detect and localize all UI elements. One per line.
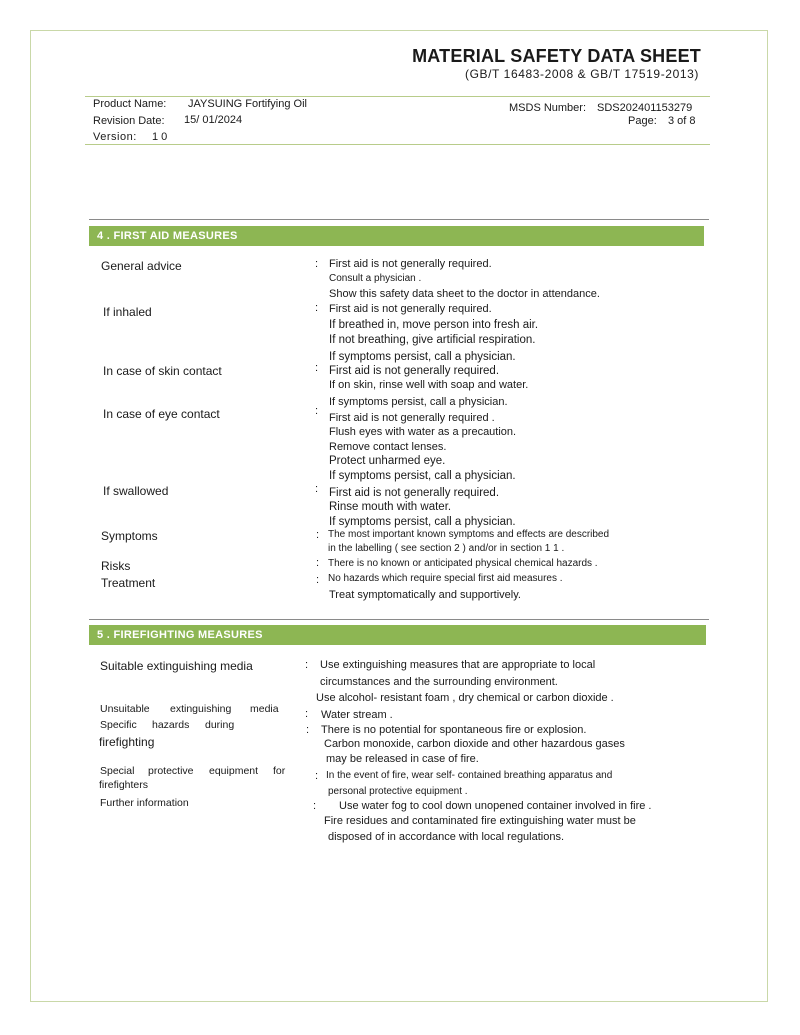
symptoms-label: Symptoms [101, 529, 158, 543]
inhaled-label: If inhaled [103, 305, 152, 319]
colon: : [316, 529, 320, 541]
colon: : [315, 362, 319, 374]
section-5-rule [89, 619, 709, 620]
ppe-label-5: firefighters [99, 779, 149, 791]
product-name: JAYSUING Fortifying Oil [188, 98, 307, 110]
general-advice-line: Show this safety data sheet to the doctor in attendance. [329, 288, 600, 300]
colon: : [316, 557, 320, 569]
eye-contact-line: If symptoms persist, call a physician. [329, 470, 516, 482]
ppe-line: In the event of fire, wear self- contained breathing apparatus and [326, 770, 613, 781]
further-info-line: Use water fog to cool down unopened container involved in fire . [339, 800, 652, 812]
treatment-line: No hazards which require special first aid measures . [328, 573, 563, 584]
ppe-label-3: equipment [209, 765, 259, 777]
treatment-label: Treatment [101, 576, 156, 590]
msds-number-label: MSDS Number: [509, 102, 587, 114]
skin-contact-line: If symptoms persist, call a physician. [329, 396, 508, 408]
ppe-label-1: Special [100, 765, 135, 777]
specific-hazards-label-4: firefighting [99, 735, 155, 749]
section-4-rule [89, 219, 709, 220]
eye-contact-line: Flush eyes with water as a precaution. [329, 426, 517, 438]
further-info-label: Further information [100, 797, 189, 809]
specific-hazards-line: Carbon monoxide, carbon dioxide and other hazardous gases [324, 738, 625, 750]
swallowed-line: First aid is not generally required. [329, 487, 500, 499]
inhaled-line: If symptoms persist, call a physician. [329, 351, 516, 363]
colon: : [306, 724, 310, 736]
suitable-media-line: Use alcohol- resistant foam , dry chemical or carbon dioxide . [316, 692, 614, 704]
risks-line: There is no known or anticipated physical chemical hazards . [328, 558, 598, 569]
symptoms-line: in the labelling ( see section 2 ) and/or in section 1 1 . [328, 543, 565, 554]
general-advice-line: First aid is not generally required. [329, 258, 492, 270]
specific-hazards-line: There is no potential for spontaneous fire or explosion. [321, 724, 587, 736]
colon: : [315, 483, 319, 495]
suitable-media-line: Use extinguishing measures that are appropriate to local [320, 659, 596, 671]
ppe-line: personal protective equipment . [328, 786, 468, 797]
suitable-media-label: Suitable extinguishing media [100, 659, 253, 673]
treatment-line: Treat symptomatically and supportively. [329, 589, 521, 601]
header-rule-bottom [85, 144, 710, 145]
general-advice-line: Consult a physician . [329, 273, 422, 284]
section-4-heading: 4 . FIRST AID MEASURES [89, 226, 704, 246]
unsuitable-media-label-2: extinguishing [170, 703, 232, 715]
skin-contact-line: If on skin, rinse well with soap and water. [329, 379, 529, 391]
colon: : [305, 659, 309, 671]
inhaled-line: If breathed in, move person into fresh air. [329, 319, 539, 331]
unsuitable-media-label-1: Unsuitable [100, 703, 150, 715]
colon: : [315, 770, 319, 782]
colon: : [315, 302, 319, 314]
document-subtitle: (GB/T 16483-2008 & GB/T 17519-2013) [464, 67, 699, 81]
risks-label: Risks [101, 559, 131, 573]
skin-contact-line: First aid is not generally required. [329, 365, 500, 377]
colon: : [316, 574, 320, 586]
inhaled-line: If not breathing, give artificial respiration. [329, 334, 536, 346]
specific-hazards-label-2: hazards [152, 719, 190, 731]
unsuitable-media-label-3: media [250, 703, 279, 715]
product-name-label: Product Name: [93, 98, 167, 110]
specific-hazards-label-1: Specific [100, 719, 137, 731]
symptoms-line: The most important known symptoms and effects are described [328, 529, 610, 540]
version-label: Version: [93, 131, 137, 143]
ppe-label-4: for [273, 765, 286, 777]
specific-hazards-label-3: during [205, 719, 235, 731]
swallowed-label: If swallowed [103, 484, 169, 498]
colon: : [313, 800, 317, 812]
general-advice-label: General advice [101, 259, 182, 273]
eye-contact-line: Remove contact lenses. [329, 441, 447, 453]
revision-date: 15/ 01/2024 [184, 114, 243, 126]
header-rule-top [85, 96, 710, 97]
page-number: 3 of 8 [668, 115, 696, 127]
suitable-media-line: circumstances and the surrounding environment. [320, 676, 558, 688]
eye-contact-line: Protect unharmed eye. [329, 455, 446, 467]
colon: : [305, 708, 309, 720]
further-info-line: disposed of in accordance with local regulations. [328, 831, 565, 843]
document-title: MATERIAL SAFETY DATA SHEET [412, 46, 701, 66]
skin-contact-label: In case of skin contact [103, 364, 222, 378]
unsuitable-media-line: Water stream . [321, 709, 393, 721]
swallowed-line: If symptoms persist, call a physician. [329, 516, 516, 528]
colon: : [315, 405, 319, 417]
inhaled-line: First aid is not generally required. [329, 303, 492, 315]
colon: : [315, 258, 319, 270]
specific-hazards-line: may be released in case of fire. [326, 753, 479, 765]
page-label: Page: [628, 115, 657, 127]
eye-contact-line: First aid is not generally required . [329, 412, 495, 424]
revision-date-label: Revision Date: [93, 115, 165, 127]
further-info-line: Fire residues and contaminated fire extinguishing water must be [324, 815, 636, 827]
section-5-heading: 5 . FIREFIGHTING MEASURES [89, 625, 706, 645]
eye-contact-label: In case of eye contact [103, 407, 220, 421]
version: 1 0 [152, 131, 168, 143]
msds-number: SDS202401153279 [597, 102, 693, 114]
ppe-label-2: protective [148, 765, 194, 777]
swallowed-line: Rinse mouth with water. [329, 501, 452, 513]
